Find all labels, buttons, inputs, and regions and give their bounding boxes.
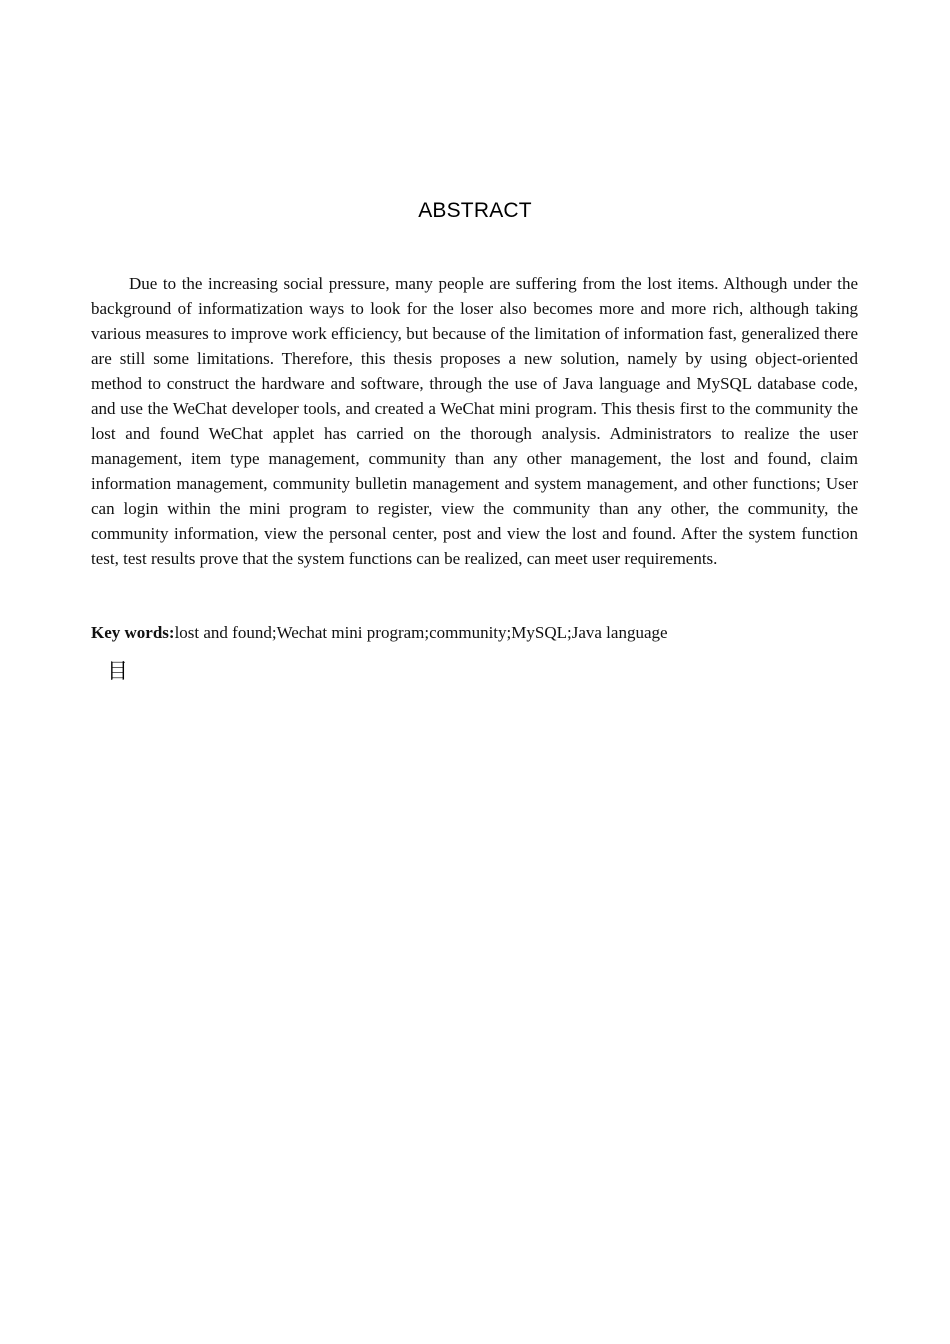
abstract-title: ABSTRACT	[418, 199, 532, 222]
keywords-value: lost and found;Wechat mini program;community;MySQL;Java language	[174, 623, 668, 642]
keywords-label: Key words:	[91, 623, 175, 642]
keywords-line	[91, 620, 858, 645]
toc-heading: 目	[107, 659, 128, 683]
abstract-body: Due to the increasing social pressure, many people are suffering from the lost items. Although under the background of informatization ways to look for the loser also becomes more and more rich, although taking various measures to improve work efficiency, but because of the limitation of information fast, generalized there are still some limitations. Therefore, this thesis proposes a new solution, namely by using object-oriented method to construct the hardware and software, through the use of Java language and MySQL database code, and use the WeChat developer tools, and created a WeChat mini program. This thesis first to the community the lost and found WeChat applet has carried on the thorough analysis. Administrators to realize the user management, item type management, community than any other management, the lost and found, claim information management, community bulletin management and system management, and other functions; User can login within the mini program to register, view the community than any other, the community, the community information, view the personal center, post and view the lost and found. After the system function test, test results prove that the system functions can be realized, can meet user requirements.	[91, 274, 858, 568]
